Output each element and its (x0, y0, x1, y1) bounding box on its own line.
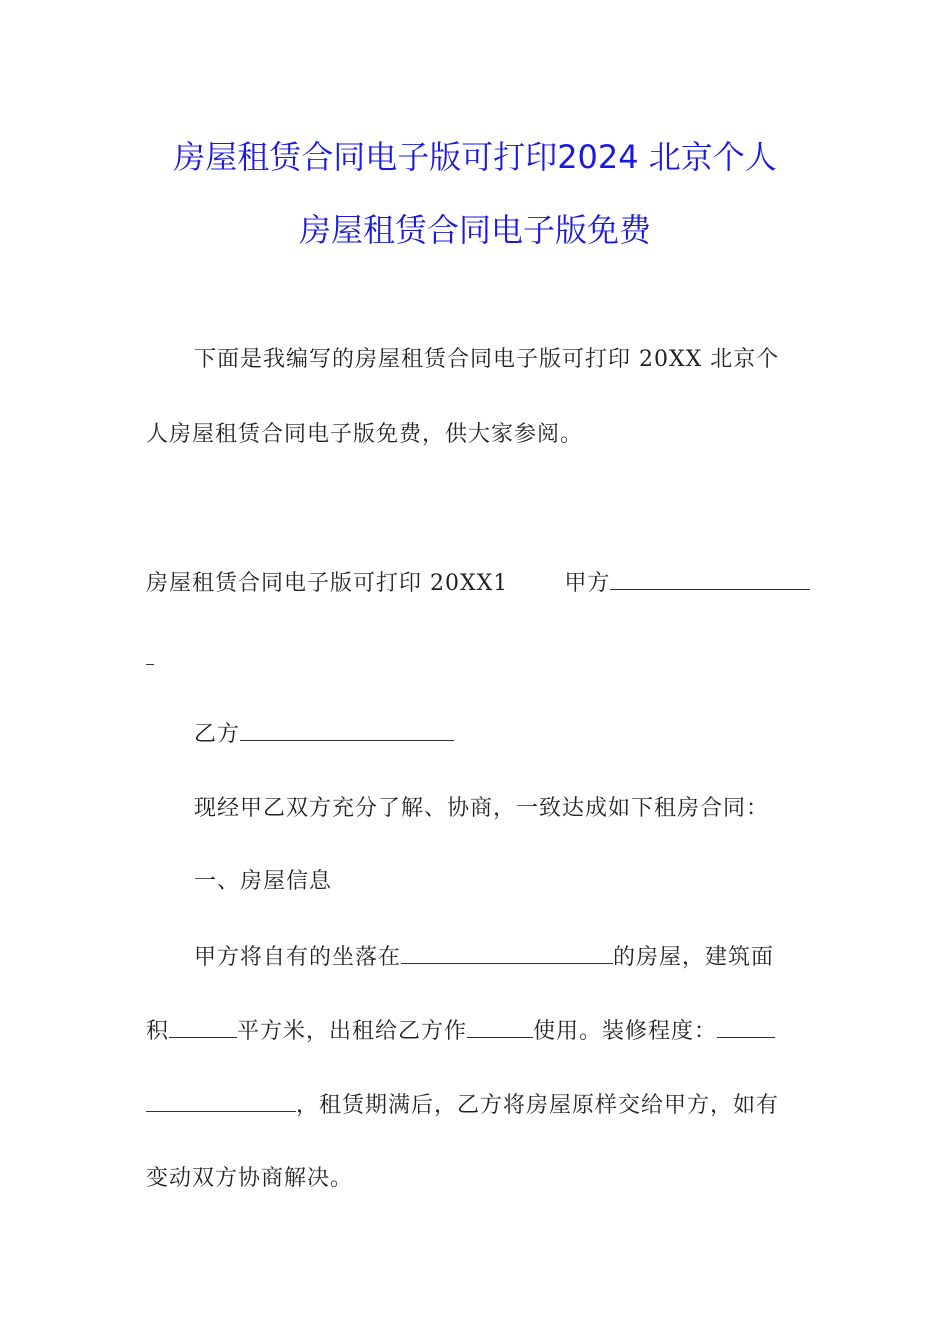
party-b-row (194, 718, 454, 750)
agreement-text: 现经甲乙双方充分了解、协商，一致达成如下租房合同： (194, 796, 770, 821)
location-blank (401, 941, 613, 964)
party-b-blank (240, 718, 454, 741)
section-1-text-area: 的房屋，建筑面 (613, 945, 775, 970)
section-1-text-lease-end: ，租赁期满后，乙方将房屋原样交给甲方，如有 (296, 1093, 780, 1118)
section-1-paragraph-line-4: 变动双方协商解决。 (146, 1166, 354, 1191)
section-1-text-area-end: 积 (146, 1019, 170, 1044)
section-1-paragraph-line-3 (146, 1089, 779, 1121)
usage-blank (467, 1015, 533, 1038)
document-title-line-1: 房屋租赁合同电子版可打印2024 北京个人 (173, 138, 777, 176)
section-1-paragraph-line-2 (146, 1015, 775, 1047)
party-b-label: 乙方 (194, 722, 241, 747)
party-a-blank-continuation-row (146, 642, 154, 674)
document-title-line-2: 房屋租赁合同电子版免费 (298, 211, 651, 249)
section-1-text-rent-to: 平方米，出租给乙方作 (237, 1019, 468, 1044)
area-blank (169, 1015, 237, 1038)
intro-paragraph-line-2: 人房屋租赁合同电子版免费，供大家参阅。 (146, 422, 584, 447)
section-1-text-decoration: 使用。装修程度： (533, 1019, 718, 1044)
section-1-text-location: 甲方将自有的坐落在 (194, 945, 402, 970)
party-a-label: 甲方 (564, 571, 611, 596)
decoration-blank-continuation (146, 1089, 296, 1112)
decoration-blank (717, 1015, 775, 1038)
contract-heading: 房屋租赁合同电子版可打印 20XX1 (146, 571, 509, 596)
section-1-heading: 一、房屋信息 (194, 869, 333, 894)
section-1-paragraph-line-1 (194, 941, 774, 973)
intro-paragraph-line-1: 下面是我编写的房屋租赁合同电子版可打印 20XX 北京个 (194, 347, 780, 372)
party-a-blank (610, 567, 810, 590)
contract-heading-row (146, 567, 810, 599)
party-a-blank-continuation (146, 642, 154, 665)
